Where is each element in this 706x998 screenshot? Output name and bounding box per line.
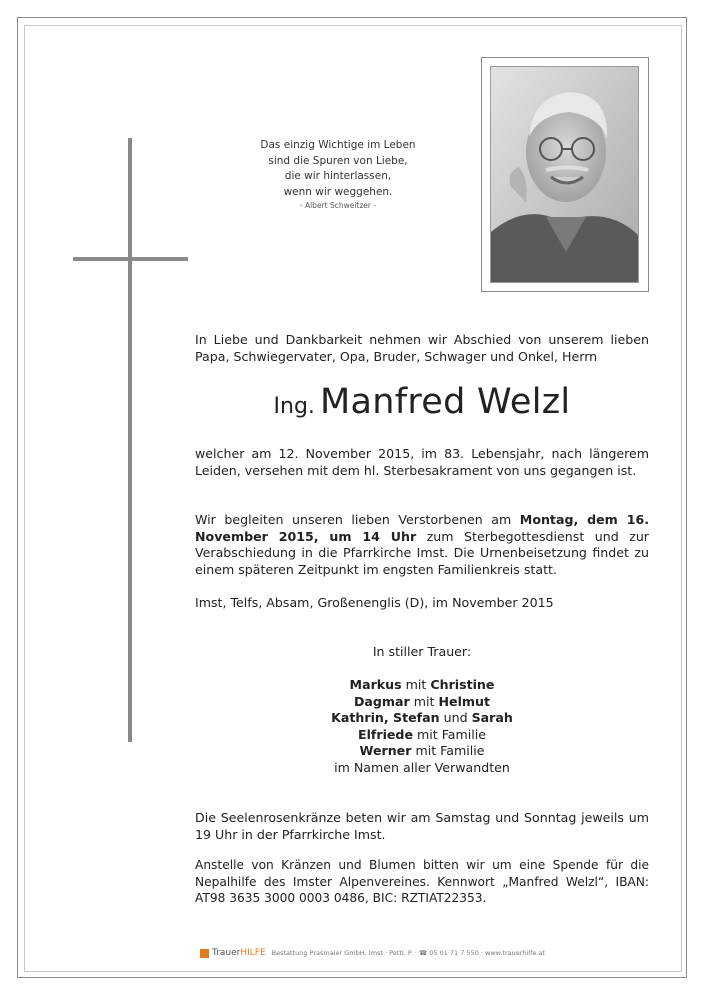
death-text: welcher am 12. November 2015, im 83. Lebensjahr, nach längerem Leiden, versehen mit dem hl. Sterbesakrament von uns gegangen ist.: [195, 446, 649, 478]
mourner-connector: mit Familie: [411, 743, 485, 758]
mourner-name: Sarah: [471, 710, 513, 725]
places-date: Imst, Telfs, Absam, Großenenglis (D), im November 2015: [195, 595, 554, 610]
mourner-name: Markus: [349, 677, 402, 692]
deceased-name: [195, 382, 649, 422]
mourner-line: [195, 743, 649, 760]
service-post: zum Sterbegottesdienst und zur Verabschiedung in die Pfarrkirche Imst. Die Urnenbeisetzung findet zu einem späteren Zeitpunkt im engsten Familienkreis statt.: [195, 528, 649, 577]
donation-text: Anstelle von Kränzen und Blumen bitten wir um eine Spende für die Nepalhilfe des Imster Alpenvereines. Kennwort „Manfred Welzl“, IBAN: AT98 3635 3000 0003 0486, BIC: RZTIAT22353.: [195, 858, 649, 905]
deceased-title: Ing.: [273, 394, 315, 419]
mourner-line: [195, 727, 649, 744]
quote-line: die wir hinterlassen,: [284, 170, 392, 182]
mourner-name: Elfriede: [357, 726, 413, 742]
portrait-illustration: [491, 67, 639, 283]
logo-icon: [200, 949, 209, 958]
quote-block: [218, 138, 458, 212]
portrait-photo: [490, 66, 639, 283]
mourner-connector: mit: [401, 677, 431, 692]
footer: [200, 946, 545, 960]
mourner-connector: und: [439, 710, 472, 725]
mourner-line: [195, 694, 649, 711]
quote-line: wenn wir weggehen.: [283, 185, 393, 198]
quote-line: sind die Spuren von Liebe,: [268, 154, 408, 167]
quote-line: Das einzig Wichtige im Leben: [260, 139, 416, 151]
footer-text: Bestattung Prasmaier GmbH, Imst · Pettl. P. · ☎ 05 01 71 7 550 · www.trauerhilfe.at: [271, 949, 545, 957]
mourner-name: Christine: [430, 677, 495, 692]
service-date: Montag, dem 16. November 2015, um 14 Uhr: [195, 512, 650, 544]
intro-text: In Liebe und Dankbarkeit nehmen wir Abschied von unserem lieben Papa, Schwiegervater, Opa, Bruder, Schwager und Onkel, Herrn: [195, 332, 649, 364]
quote-author: - Albert Schweitzer -: [299, 201, 377, 210]
mourner-connector: mit: [409, 693, 439, 709]
cross-vertical-bar: [128, 138, 132, 742]
mourner-name: Werner: [359, 743, 412, 758]
mourner-name: Dagmar: [353, 693, 410, 709]
mourner-name: Kathrin, Stefan: [331, 710, 440, 725]
rosary-text: Die Seelenrosenkränze beten wir am Samstag und Sonntag jeweils um 19 Uhr in der Pfarrkirche Imst.: [195, 810, 649, 842]
mourner-name: Helmut: [438, 693, 491, 709]
service-text: [195, 512, 649, 578]
relatives-line: im Namen aller Verwandten: [334, 759, 510, 775]
portrait-frame: [481, 57, 649, 292]
mourner-line: [195, 677, 649, 694]
mourner-line: [195, 710, 649, 727]
deceased-full-name: Manfred Welzl: [320, 382, 571, 422]
mourners-list: [195, 677, 649, 776]
cross-horizontal-bar: [73, 257, 188, 261]
mourning-heading: In stiller Trauer:: [372, 644, 472, 659]
service-pre: Wir begleiten unseren lieben Verstorbenen am: [195, 512, 520, 527]
logo-text: TrauerHILFE: [212, 948, 266, 958]
mourner-connector: mit Familie: [413, 726, 487, 742]
